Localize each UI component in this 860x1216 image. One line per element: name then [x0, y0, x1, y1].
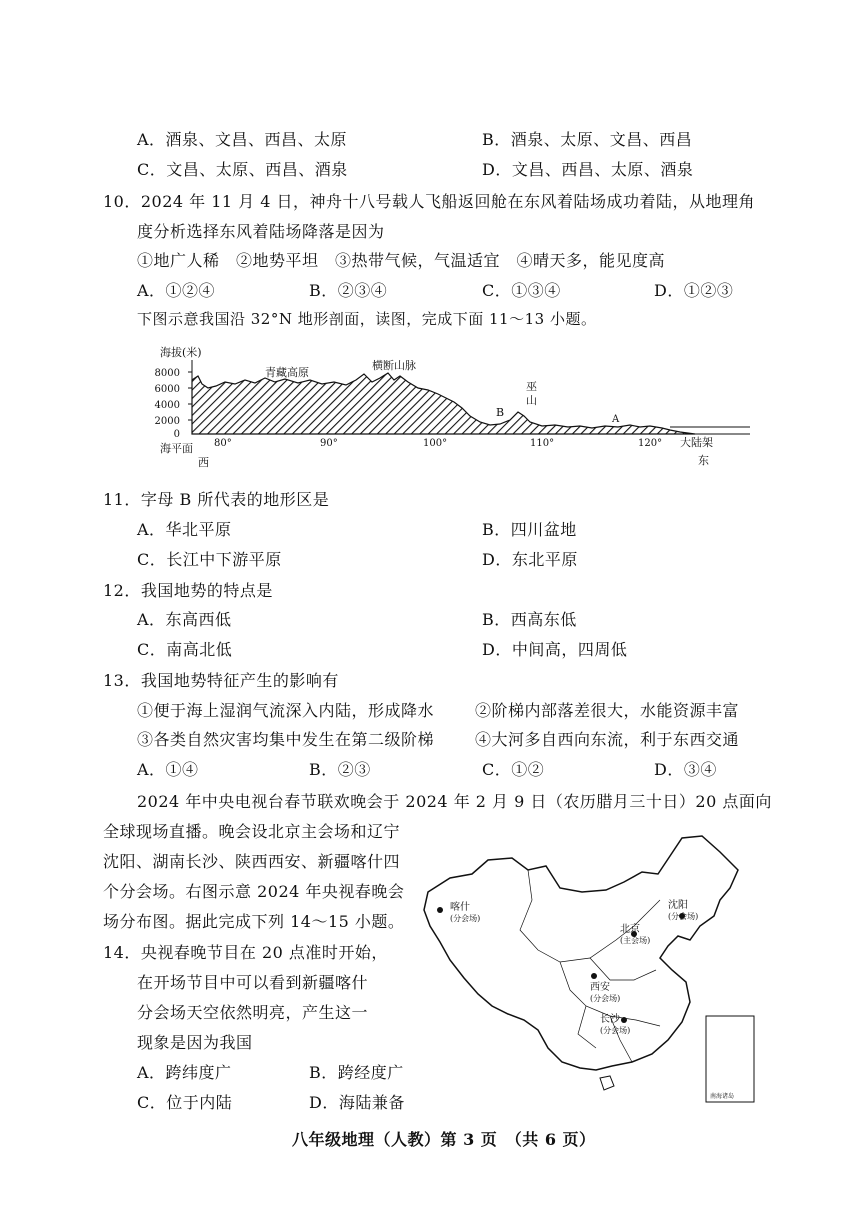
beijing-sub-label: (主会场): [620, 936, 651, 945]
sea-level-label: 海平面: [160, 442, 193, 455]
label-continental-shelf: 大陆架: [680, 436, 713, 449]
intro-14-15-line3: 沈阳、湖南长沙、陕西西安、新疆喀什四: [103, 852, 401, 871]
q9-option-b: B．酒泉、太原、文昌、西昌: [482, 130, 693, 149]
shenyang-sub-label: (分会场): [668, 912, 699, 921]
q9-option-d: D．文昌、西昌、太原、酒泉: [482, 160, 694, 179]
terrain-profile-area: [192, 373, 695, 434]
q10-items: ①地广人稀 ②地势平坦 ③热带气候，气温适宜 ④晴天多，能见度高: [137, 251, 666, 270]
intro-14-15-line2: 全球现场直播。晚会设北京主会场和辽宁: [103, 822, 401, 841]
ytick-0: 0: [173, 429, 180, 440]
ytick-6000: 6000: [154, 384, 180, 395]
south-sea-inset: [706, 1016, 754, 1102]
q13-item-2: ②阶梯内部落差很大，水能资源丰富: [475, 701, 740, 720]
terrain-profile-figure: [150, 338, 760, 473]
label-b: B: [496, 406, 505, 419]
q14-option-b: B．跨经度广: [309, 1063, 404, 1082]
changsha-sub-label: (分会场): [600, 1026, 631, 1035]
label-wushan-2: 山: [526, 394, 537, 407]
south-sea-inset-label: 南海诸岛: [710, 1093, 735, 1100]
q14-stem-line1: 14．央视春晚节目在 20 点准时开始，: [103, 943, 388, 962]
q13-option-b: B．②③: [309, 760, 371, 779]
xtick-80: 80°: [214, 438, 232, 449]
q13-option-a: A．①④: [137, 760, 199, 779]
west-label: 西: [198, 456, 209, 469]
q10-option-a: A．①②④: [137, 281, 216, 300]
q12-stem: 12．我国地势的特点是: [103, 581, 273, 600]
label-qingzang-plateau: 青藏高原: [265, 366, 309, 379]
changsha-dot: [621, 1017, 627, 1023]
xtick-90: 90°: [320, 438, 338, 449]
xtick-100: 100°: [423, 438, 448, 449]
q13-option-d: D．③④: [654, 760, 717, 779]
ytick-4000: 4000: [154, 400, 180, 411]
kashi-sub-label: (分会场): [450, 914, 481, 923]
china-outline: [424, 836, 738, 1070]
label-a: A: [612, 414, 620, 425]
kashi-label: 喀什: [450, 902, 470, 913]
intro-14-15-line4: 个分会场。右图示意 2024 年央视春晚会: [103, 882, 405, 901]
q14-option-c: C．位于内陆: [137, 1093, 233, 1112]
q11-option-c: C．长江中下游平原: [137, 550, 282, 569]
china-venue-map: [420, 830, 760, 1110]
q10-option-b: B．②③④: [309, 281, 388, 300]
province-boundaries: [520, 870, 660, 1062]
q13-item-1: ①便于海上湿润气流深入内陆，形成降水: [137, 701, 435, 720]
q13-item-3: ③各类自然灾害均集中发生在第二级阶梯: [137, 730, 435, 749]
beijing-label: 北京: [620, 924, 640, 935]
q12-option-c: C．南高北低: [137, 640, 233, 659]
xian-label: 西安: [590, 982, 610, 993]
q11-option-d: D．东北平原: [482, 550, 578, 569]
q12-option-a: A．东高西低: [137, 610, 232, 629]
q10-stem-line2: 度分析选择东风着陆场降落是因为: [137, 222, 385, 241]
q14-option-a: A．跨纬度广: [137, 1063, 232, 1082]
q9-option-c: C．文昌、太原、西昌、酒泉: [137, 160, 348, 179]
q13-item-4: ④大河多自西向东流，利于东西交通: [475, 730, 740, 749]
q11-option-b: B．四川盆地: [482, 520, 577, 539]
xian-sub-label: (分会场): [590, 994, 621, 1003]
q14-option-d: D．海陆兼备: [309, 1093, 405, 1112]
intro-11-13: 下图示意我国沿 32°N 地形剖面，读图，完成下面 11～13 小题。: [137, 310, 597, 328]
q10-stem-line1: 10．2024 年 11 月 4 日，神舟十八号载人飞船返回舱在东风着陆场成功着陆，从地理角: [103, 192, 756, 211]
intro-14-15-line1: 2024 年中央电视台春节联欢晚会于 2024 年 2 月 9 日（农历腊月三十日）20 点面向: [137, 792, 772, 811]
shenyang-label: 沈阳: [668, 900, 688, 911]
q14-stem-line3: 分会场天空依然明亮，产生这一: [137, 1003, 369, 1022]
ytick-8000: 8000: [154, 368, 180, 379]
xtick-120: 120°: [638, 438, 663, 449]
q11-option-a: A．华北平原: [137, 520, 232, 539]
q12-option-d: D．中间高，四周低: [482, 640, 628, 659]
q12-option-b: B．西高东低: [482, 610, 577, 629]
q13-stem: 13．我国地势特征产生的影响有: [103, 671, 339, 690]
east-label: 东: [698, 454, 709, 467]
q10-option-c: C．①③④: [482, 281, 561, 300]
page-footer: 八年级地理（人教）第 3 页 （共 6 页）: [292, 1130, 596, 1149]
xtick-110: 110°: [530, 438, 555, 449]
label-wushan-1: 巫: [526, 380, 537, 393]
q9-option-a: A．酒泉、文昌、西昌、太原: [137, 130, 348, 149]
q10-option-d: D．①②③: [654, 281, 734, 300]
q11-stem: 11．字母 B 所代表的地形区是: [103, 490, 330, 509]
kashi-dot: [437, 907, 443, 913]
xian-dot: [591, 973, 597, 979]
intro-14-15-line5: 场分布图。据此完成下列 14～15 小题。: [103, 912, 405, 931]
hainan-island: [600, 1076, 614, 1090]
q14-stem-line2: 在开场节目中可以看到新疆喀什: [137, 973, 369, 992]
q13-option-c: C．①②: [482, 760, 545, 779]
ytick-2000: 2000: [154, 416, 180, 427]
q14-stem-line4: 现象是因为我国: [137, 1033, 253, 1052]
profile-ylabel: 海拔(米): [160, 346, 202, 359]
label-hengduan-mountains: 横断山脉: [372, 359, 416, 372]
changsha-label: 长沙: [600, 1014, 620, 1025]
